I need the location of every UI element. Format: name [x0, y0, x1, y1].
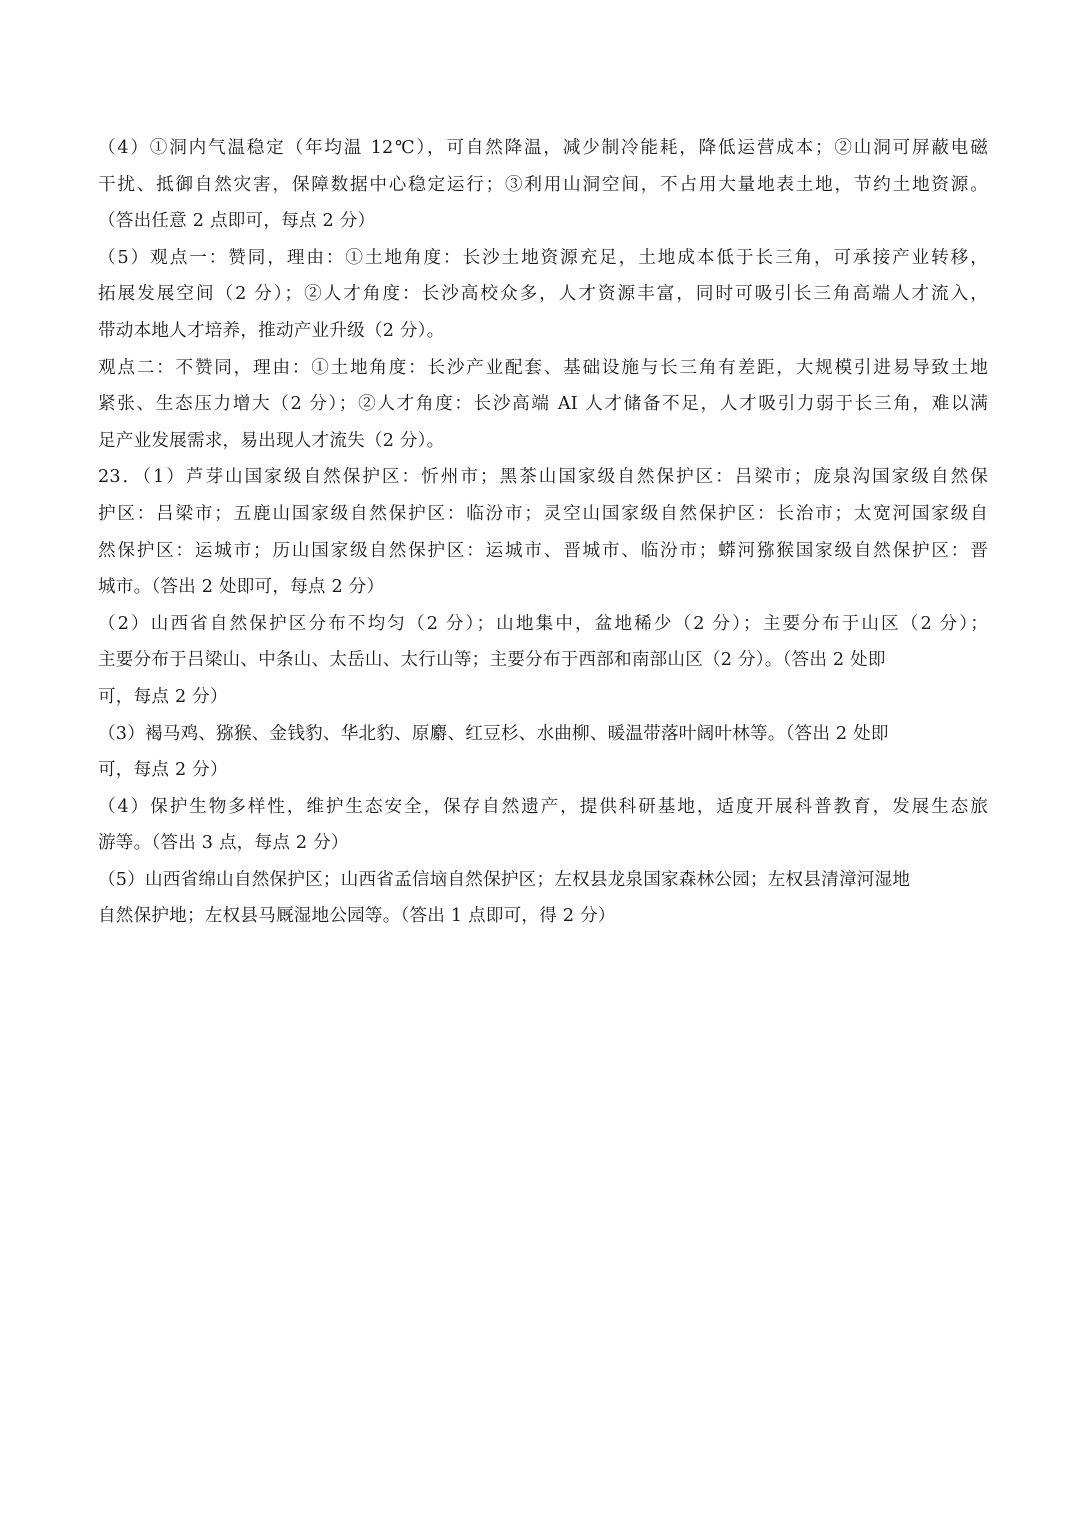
text-line: 拓展发展空间（2 分）；②人才角度：长沙高校众多，人才资源丰富，同时可吸引长三角高端人才流入，	[98, 284, 988, 305]
text-line: （答出任意 2 点即可，每点 2 分）	[98, 211, 376, 232]
text-line: （3）褐马鸡、猕猴、金钱豹、华北豹、原麝、红豆杉、水曲柳、暖温带落叶阔叶林等。（答出 2 处即	[98, 723, 889, 744]
text-line: （5）观点一：赞同，理由：①土地角度：长沙土地资源充足，土地成本低于长三角，可承接产业转移，	[98, 247, 988, 268]
text-line: 城市。（答出 2 处即可，每点 2 分）	[98, 577, 385, 598]
text-line: 主要分布于吕梁山、中条山、太岳山、太行山等；主要分布于西部和南部山区（2 分）。（答出 2 处即	[98, 650, 886, 671]
text-line: （4）保护生物多样性，维护生态安全，保存自然遗产，提供科研基地，适度开展科普教育，发展生态旅	[98, 796, 988, 817]
text-line: 游等。（答出 3 点，每点 2 分）	[98, 833, 349, 854]
text-line: 可，每点 2 分）	[98, 686, 228, 707]
text-line: 干扰、抵御自然灾害，保障数据中心稳定运行；③利用山洞空间，不占用大量地表土地，节约土地资源。	[98, 174, 988, 195]
answer-text-block	[98, 130, 988, 935]
text-line: 然保护区：运城市；历山国家级自然保护区：运城市、晋城市、临汾市；蟒河猕猴国家级自然保护区：晋	[98, 540, 988, 561]
text-line: （2）山西省自然保护区分布不均匀（2 分）；山地集中，盆地稀少（2 分）；主要分布于山区（2 分）；	[98, 613, 988, 634]
text-line: 观点二：不赞同，理由：①土地角度：长沙产业配套、基础设施与长三角有差距，大规模引进易导致土地	[98, 357, 988, 378]
text-line: （5）山西省绵山自然保护区；山西省孟信垴自然保护区；左权县龙泉国家森林公园；左权县清漳河湿地	[98, 869, 911, 890]
text-line: 足产业发展需求，易出现人才流失（2 分）。	[98, 430, 445, 451]
text-line: （4）①洞内气温稳定（年均温 12℃），可自然降温，减少制冷能耗，降低运营成本；②山洞可屏蔽电磁	[98, 138, 988, 158]
text-line: 自然保护地；左权县马厩湿地公园等。（答出 1 点即可，得 2 分）	[98, 906, 616, 927]
text-line: 护区：吕梁市；五鹿山国家级自然保护区：临汾市；灵空山国家级自然保护区：长治市；太宽河国家级自	[98, 503, 988, 524]
text-line: 紧张、生态压力增大（2 分）；②人才角度：长沙高端 AI 人才储备不足，人才吸引力弱于长三角，难以满	[98, 394, 988, 415]
text-line: 带动本地人才培养，推动产业升级（2 分）。	[98, 320, 445, 341]
text-line: 可，每点 2 分）	[98, 760, 228, 781]
text-line: 23．（1）芦芽山国家级自然保护区：忻州市；黑茶山国家级自然保护区：吕梁市；庞泉沟国家级自然保	[98, 467, 988, 488]
